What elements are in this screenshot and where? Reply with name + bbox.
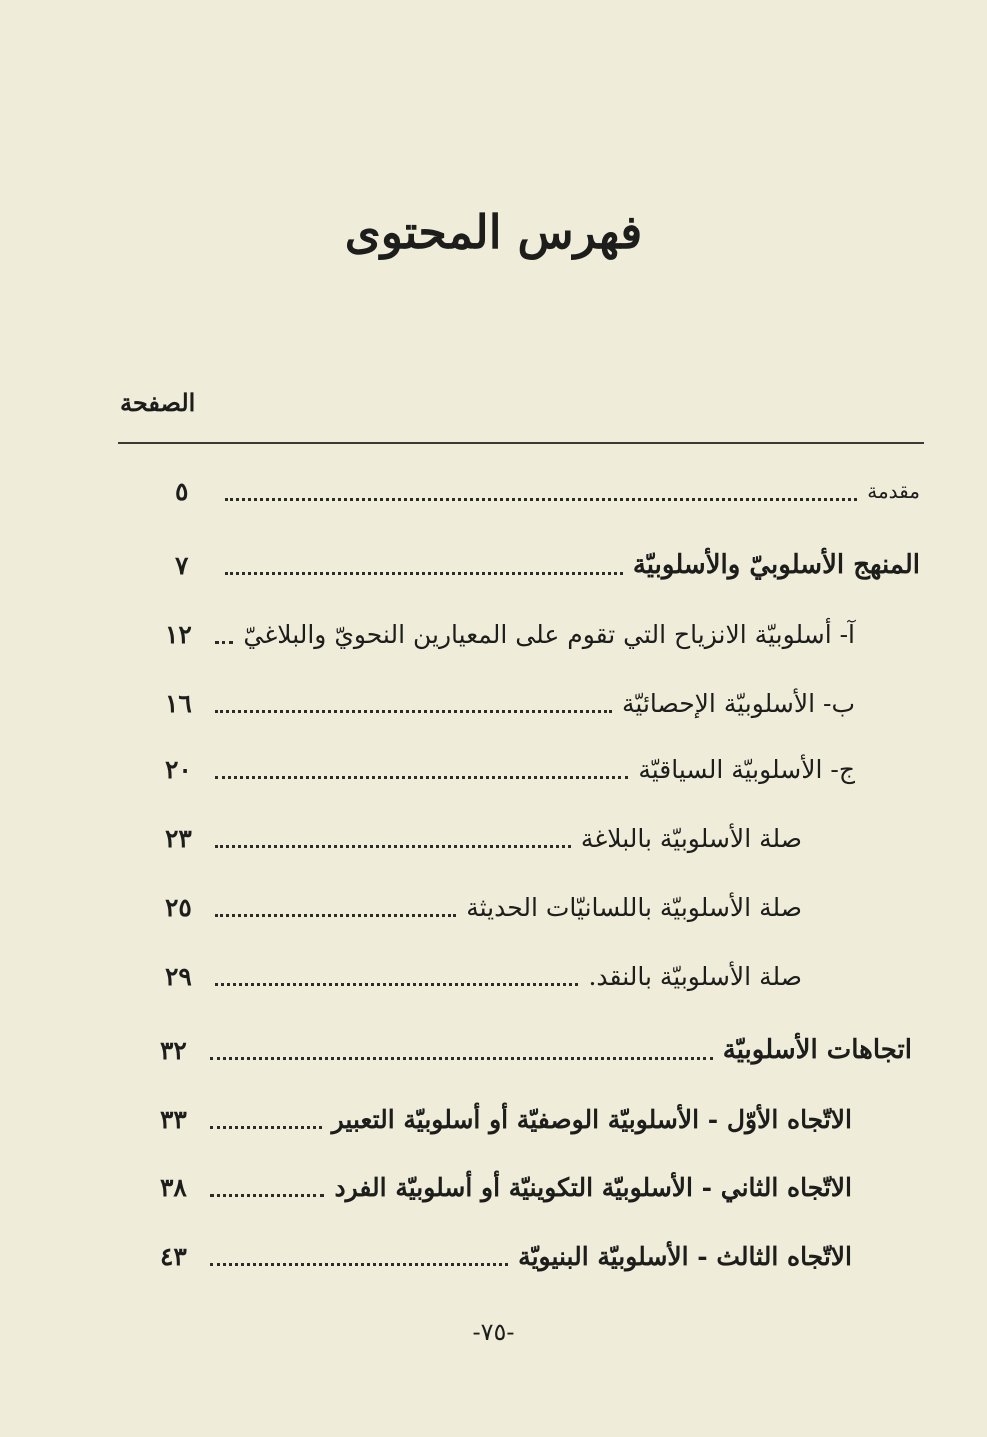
toc-entry-linguistics-relation[interactable] [165, 884, 802, 930]
leader-dots [215, 983, 578, 986]
page-title: فهرس المحتوى [344, 205, 643, 259]
toc-entry-rhetoric-relation[interactable] [165, 815, 802, 861]
toc-entry-deviation-stylistics[interactable] [165, 611, 855, 657]
toc-entry-page: ٧ [175, 550, 189, 580]
leader-dots [215, 641, 233, 644]
toc-entry-statistical-stylistics[interactable] [165, 680, 855, 726]
toc-entry-first-trend[interactable] [160, 1096, 852, 1142]
toc-entry-contextual-stylistics[interactable] [165, 746, 855, 792]
toc-entry-label: المنهج الأسلوبيّ والأسلوبيّة [632, 550, 920, 580]
toc-entry-page: ٢٥ [165, 892, 192, 922]
toc-entry-label: آ- أسلوبيّة الانزياح التي تقوم على المعيارين النحويّ والبلاغيّ [243, 619, 855, 649]
toc-entry-label: ج- الأسلوبيّة السياقيّة [638, 754, 855, 784]
toc-entry-page: ٤٣ [160, 1241, 187, 1271]
leader-dots [210, 1194, 324, 1197]
toc-entry-label: ب- الأسلوبيّة الإحصائيّة [622, 688, 855, 718]
leader-dots [210, 1126, 322, 1129]
toc-entry-third-trend[interactable] [160, 1233, 852, 1279]
toc-entry-page: ٣٢ [160, 1035, 187, 1065]
leader-dots [215, 914, 456, 917]
toc-entry-second-trend[interactable] [160, 1164, 852, 1210]
leader-dots [210, 1057, 713, 1060]
toc-entry-page: ٥ [175, 476, 189, 506]
toc-entry-label: صلة الأسلوبيّة بالبلاغة [580, 823, 802, 853]
toc-entry-page: ٢٣ [165, 823, 192, 853]
leader-dots [210, 1263, 508, 1266]
toc-entry-stylistic-trends[interactable] [160, 1027, 912, 1073]
leader-dots [225, 572, 623, 575]
toc-entry-stylistic-method[interactable] [175, 542, 920, 588]
toc-entry-page: ٢٠ [165, 754, 192, 784]
toc-entry-label: اتجاهات الأسلوبيّة [722, 1035, 912, 1065]
toc-entry-label: صلة الأسلوبيّة بالنقد. [588, 961, 802, 991]
toc-entry-label: الاتّجاه الثاني - الأسلوبيّة التكوينيّة أو أسلوبيّة الفرد [334, 1172, 852, 1202]
leader-dots [215, 845, 571, 848]
toc-entry-label: صلة الأسلوبيّة باللسانيّات الحديثة [466, 892, 802, 922]
toc-entry-page: ١٦ [165, 688, 192, 718]
leader-dots [215, 710, 612, 713]
page-column-header: الصفحة [120, 388, 196, 417]
toc-entry-page: ٢٩ [165, 961, 192, 991]
leader-dots [225, 498, 857, 501]
leader-dots [215, 776, 628, 779]
toc-entry-label: الاتّجاه الثالث - الأسلوبيّة البنيويّة [518, 1241, 852, 1271]
toc-entry-label: مقدمة [867, 479, 920, 503]
toc-entry-page: ٣٨ [160, 1172, 187, 1202]
toc-entry-label: الاتّجاه الأوّل - الأسلوبيّة الوصفيّة أو أسلوبيّة التعبير [331, 1104, 852, 1134]
header-divider [118, 442, 924, 444]
toc-entry-page: ٣٣ [160, 1104, 187, 1134]
page-number-footer: -٧٥- [472, 1318, 515, 1346]
toc-entry-criticism-relation[interactable] [165, 953, 802, 999]
toc-entry-introduction[interactable] [175, 468, 920, 514]
toc-entry-page: ١٢ [165, 619, 192, 649]
